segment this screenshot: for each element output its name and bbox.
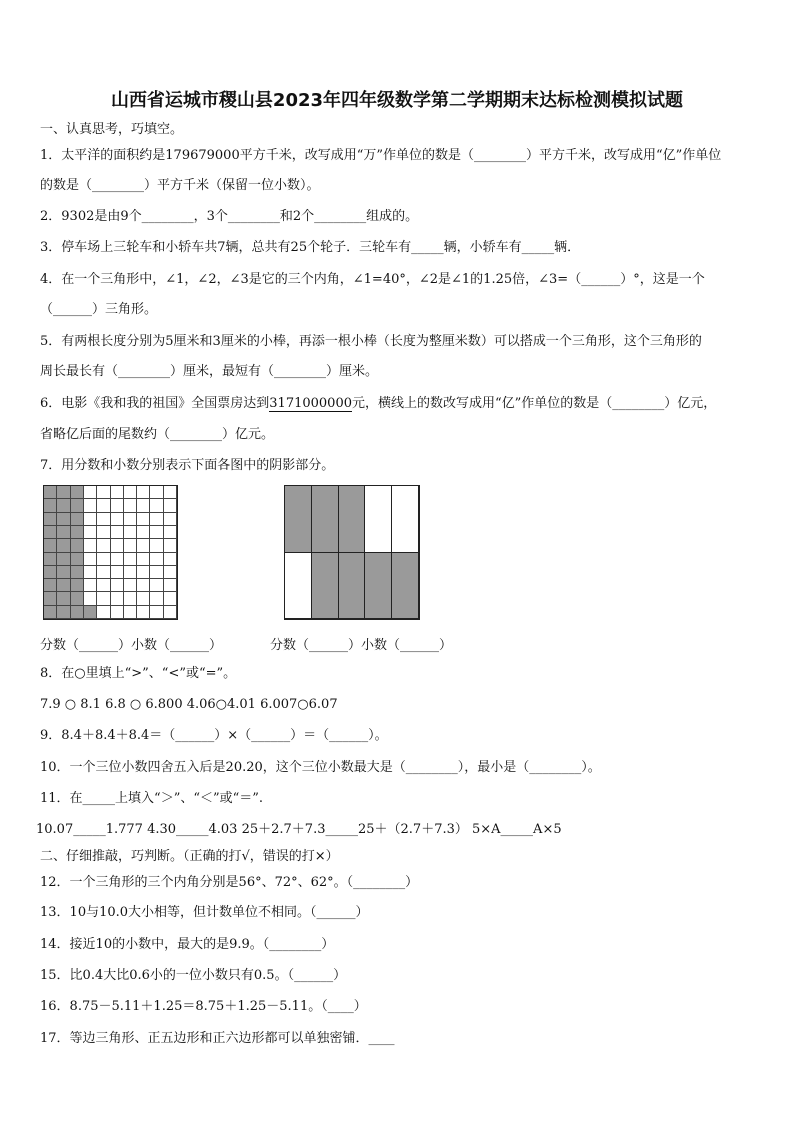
- grid-cell: [97, 539, 110, 552]
- shaded-part: [312, 553, 339, 620]
- section-two-heading: 二、仔细推敲，巧判断。（正确的打√，错误的打×）: [40, 849, 339, 864]
- shaded-cell: [57, 499, 70, 512]
- shaded-cell: [57, 526, 70, 539]
- shaded-cell: [71, 539, 84, 552]
- grid-cell: [84, 566, 97, 579]
- shaded-cell: [57, 592, 70, 605]
- shaded-cell: [44, 513, 57, 526]
- shaded-cell: [44, 553, 57, 566]
- grid-cell: [124, 566, 137, 579]
- grid-cell: [97, 553, 110, 566]
- grid-cell: [150, 499, 163, 512]
- shaded-cell: [57, 539, 70, 552]
- shaded-part: [339, 486, 366, 553]
- grid-cell: [164, 526, 177, 539]
- shaded-cell: [84, 606, 97, 619]
- grid-cell: [150, 553, 163, 566]
- grid-cell: [84, 553, 97, 566]
- grid-cell: [84, 592, 97, 605]
- grid-cell: [124, 513, 137, 526]
- grid-cell: [164, 566, 177, 579]
- grid-cell: [111, 513, 124, 526]
- grid-cell: [111, 499, 124, 512]
- grid-cell: [164, 592, 177, 605]
- grid-cell: [137, 566, 150, 579]
- shaded-cell: [44, 499, 57, 512]
- question-10: 10．一个三位小数四舍五入后是20.20，这个三位小数最大是（________），最小是（________）。: [40, 760, 601, 775]
- grid-cell: [84, 526, 97, 539]
- grid-cell: [137, 539, 150, 552]
- shaded-cell: [71, 566, 84, 579]
- grid-cell: [150, 566, 163, 579]
- shaded-part: [312, 486, 339, 553]
- grid-cell: [97, 486, 110, 499]
- grid-cell: [150, 486, 163, 499]
- question-15: 15．比0.4大比0.6小的一位小数只有0.5。（______）: [40, 968, 347, 983]
- grid-cell: [97, 513, 110, 526]
- shaded-cell: [44, 486, 57, 499]
- grid-cell: [124, 486, 137, 499]
- grid-cell: [97, 592, 110, 605]
- grid-cell: [137, 579, 150, 592]
- ten-part-rectangle-figure: [284, 485, 420, 620]
- shaded-part: [392, 553, 419, 620]
- q6-underlined-number: 3171000000: [269, 396, 352, 411]
- blank-part: [365, 486, 392, 553]
- blank-part: [285, 553, 312, 620]
- grid-cell: [111, 606, 124, 619]
- shaded-cell: [71, 553, 84, 566]
- shaded-cell: [44, 566, 57, 579]
- shaded-cell: [71, 526, 84, 539]
- figure-1-caption: 分数（______）小数（______）: [40, 638, 223, 653]
- hundred-grid-figure: [43, 485, 178, 620]
- grid-cell: [84, 486, 97, 499]
- shaded-part: [285, 486, 312, 553]
- grid-cell: [97, 526, 110, 539]
- shaded-cell: [57, 606, 70, 619]
- figure-2-caption: 分数（______）小数（______）: [270, 638, 453, 653]
- question-6-line-1: 6．电影《我和我的祖国》全国票房达到3171000000元，横线上的数改写成用“亿”作单位的数是（________）亿元，: [40, 396, 717, 411]
- grid-cell: [124, 539, 137, 552]
- shaded-cell: [71, 486, 84, 499]
- grid-cell: [111, 539, 124, 552]
- grid-cell: [84, 513, 97, 526]
- grid-cell: [111, 486, 124, 499]
- page-title: 山西省运城市稷山县2023年四年级数学第二学期期末达标检测模拟试题: [110, 90, 684, 111]
- grid-cell: [111, 566, 124, 579]
- grid-cell: [84, 499, 97, 512]
- shaded-cell: [44, 539, 57, 552]
- question-12: 12．一个三角形的三个内角分别是56°、72°、62°。（________）: [40, 875, 419, 890]
- grid-cell: [164, 513, 177, 526]
- shaded-cell: [71, 606, 84, 619]
- question-8-items: 7.9 ○ 8.1 6.8 ○ 6.800 4.06○4.01 6.007○6.07: [40, 697, 338, 712]
- question-9: 9．8.4＋8.4＋8.4＝（______）×（______）＝（______）。: [40, 728, 388, 743]
- question-7: 7．用分数和小数分别表示下面各图中的阴影部分。: [40, 458, 335, 473]
- grid-cell: [97, 499, 110, 512]
- question-14: 14．接近10的小数中，最大的是9.9。（________）: [40, 937, 335, 952]
- question-6-line-2: 省略亿后面的尾数约（________）亿元。: [40, 427, 275, 442]
- grid-cell: [150, 513, 163, 526]
- grid-cell: [97, 579, 110, 592]
- shaded-cell: [71, 592, 84, 605]
- question-4-line-2: （______）三角形。: [40, 302, 158, 317]
- grid-cell: [124, 499, 137, 512]
- grid-cell: [124, 526, 137, 539]
- grid-cell: [150, 579, 163, 592]
- question-2: 2．9302是由9个________，3个________和2个________组成的。: [40, 209, 419, 224]
- grid-cell: [111, 553, 124, 566]
- grid-cell: [111, 579, 124, 592]
- grid-cell: [164, 553, 177, 566]
- grid-cell: [97, 566, 110, 579]
- shaded-cell: [57, 513, 70, 526]
- grid-cell: [137, 553, 150, 566]
- question-1-line-1: 1．太平洋的面积约是179679000平方千米，改写成用“万”作单位的数是（________）平方千米，改写成用“亿”作单位: [40, 148, 722, 163]
- grid-cell: [164, 606, 177, 619]
- grid-cell: [111, 526, 124, 539]
- shaded-cell: [71, 513, 84, 526]
- grid-cell: [164, 579, 177, 592]
- shaded-cell: [71, 579, 84, 592]
- question-17: 17．等边三角形、正五边形和正六边形都可以单独密铺．____: [40, 1031, 395, 1046]
- shaded-cell: [44, 579, 57, 592]
- section-one-heading: 一、认真思考，巧填空。: [40, 122, 184, 137]
- grid-cell: [137, 499, 150, 512]
- question-8: 8．在○里填上“>”、“<”或“=”。: [40, 666, 237, 681]
- shaded-part: [339, 553, 366, 620]
- grid-cell: [124, 592, 137, 605]
- grid-cell: [137, 513, 150, 526]
- grid-cell: [84, 579, 97, 592]
- grid-cell: [150, 606, 163, 619]
- grid-cell: [137, 526, 150, 539]
- shaded-cell: [44, 526, 57, 539]
- grid-cell: [124, 579, 137, 592]
- grid-cell: [137, 592, 150, 605]
- question-1-line-2: 的数是（________）平方千米（保留一位小数）。: [40, 178, 320, 193]
- grid-cell: [150, 539, 163, 552]
- shaded-cell: [57, 579, 70, 592]
- grid-cell: [111, 592, 124, 605]
- shaded-cell: [44, 592, 57, 605]
- question-4-line-1: 4．在一个三角形中，∠1，∠2，∠3是它的三个内角，∠1=40°，∠2是∠1的1.25倍，∠3=（______）°，这是一个: [40, 272, 705, 287]
- grid-cell: [124, 606, 137, 619]
- grid-cell: [164, 486, 177, 499]
- grid-cell: [137, 606, 150, 619]
- question-16: 16．8.75－5.11＋1.25＝8.75＋1.25－5.11。（____）: [40, 999, 367, 1014]
- shaded-cell: [57, 566, 70, 579]
- shaded-part: [365, 553, 392, 620]
- blank-part: [392, 486, 419, 553]
- grid-cell: [137, 486, 150, 499]
- grid-cell: [84, 539, 97, 552]
- grid-cell: [150, 526, 163, 539]
- grid-cell: [124, 553, 137, 566]
- grid-cell: [150, 592, 163, 605]
- grid-cell: [164, 539, 177, 552]
- question-11: 11．在_____上填入“＞”、“＜”或“＝”.: [40, 791, 264, 806]
- shaded-cell: [57, 553, 70, 566]
- question-5-line-1: 5．有两根长度分别为5厘米和3厘米的小棒，再添一根小棒（长度为整厘米数）可以搭成一个三角形，这个三角形的: [40, 334, 702, 349]
- question-5-line-2: 周长最长有（________）厘米，最短有（________）厘米。: [40, 364, 379, 379]
- shaded-cell: [71, 499, 84, 512]
- shaded-cell: [57, 486, 70, 499]
- question-13: 13．10与10.0大小相等，但计数单位不相同。（______）: [40, 905, 369, 920]
- grid-cell: [97, 606, 110, 619]
- shaded-cell: [44, 606, 57, 619]
- question-11-items: 10.07_____1.777 4.30_____4.03 25＋2.7＋7.3_____25＋（2.7＋7.3） 5×A_____A×5: [36, 822, 562, 837]
- question-3: 3．停车场上三轮车和小轿车共7辆，总共有25个轮子．三轮车有_____辆，小轿车有_____辆．: [40, 240, 581, 255]
- grid-cell: [164, 499, 177, 512]
